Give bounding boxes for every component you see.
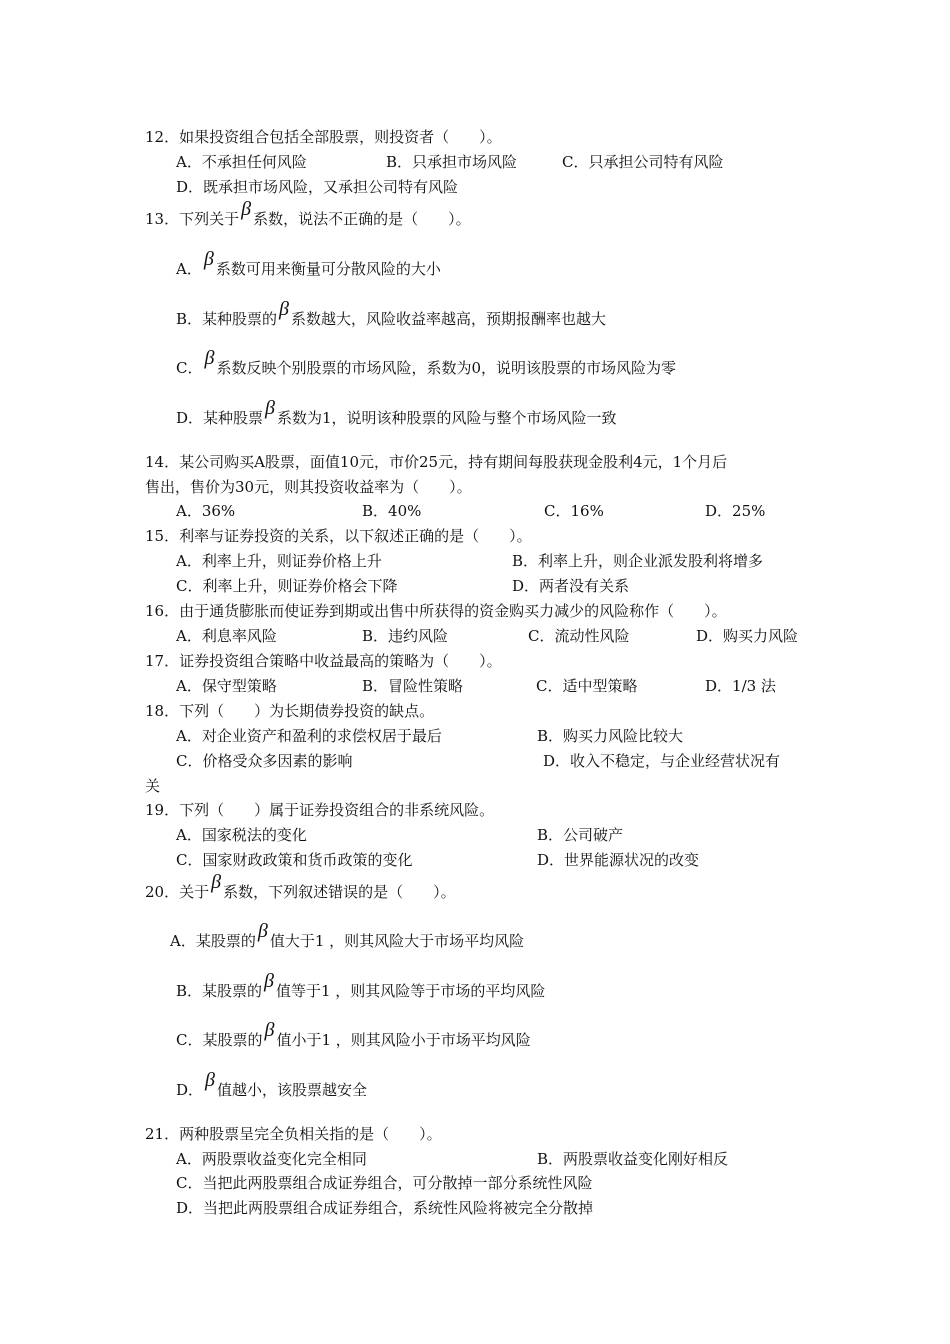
question-17-option-c: C．适中型策略 xyxy=(536,677,638,695)
question-19-option-d: D．世界能源状况的改变 xyxy=(537,851,700,869)
question-17-stem: 17．证券投资组合策略中收益最高的策略为（ ）。 xyxy=(145,652,502,670)
question-13-option-d: D．某种股票 β 系数为1，说明该种股票的风险与整个市场风险一致 xyxy=(176,397,617,427)
question-14-option-d: D．25% xyxy=(705,502,766,520)
question-16-stem: 16．由于通货膨胀而使证券到期或出售中所获得的资金购买力减少的风险称作（ ）。 xyxy=(145,602,727,620)
question-20-option-b: B．某股票的 β 值等于1 ，则其风险等于市场的平均风险 xyxy=(176,970,546,1000)
question-20-stem: 20．关于 β 系数，下列叙述错误的是（ ）。 xyxy=(145,871,456,901)
question-18-option-d: D．收入不稳定，与企业经营状况有 xyxy=(543,752,781,770)
question-13-stem: 13．下列关于 β 系数，说法不正确的是（ ）。 xyxy=(145,198,471,228)
question-16-option-d: D．购买力风险 xyxy=(696,627,799,645)
question-19-option-c: C．国家财政政策和货币政策的变化 xyxy=(176,851,413,869)
question-13-option-b: B．某种股票的 β 系数越大，风险收益率越高，预期报酬率也越大 xyxy=(176,298,607,328)
beta-symbol: β xyxy=(279,298,289,320)
beta-symbol: β xyxy=(204,347,215,369)
question-15-stem: 15．利率与证券投资的关系，以下叙述正确的是（ ）。 xyxy=(145,527,532,545)
question-17-option-a: A．保守型策略 xyxy=(176,677,277,695)
question-19-option-a: A．国家税法的变化 xyxy=(176,826,307,844)
beta-symbol: β xyxy=(264,1019,275,1041)
question-21-stem: 21．两种股票呈完全负相关指的是（ ）。 xyxy=(145,1125,442,1143)
question-15-option-a: A．利率上升，则证券价格上升 xyxy=(176,552,382,570)
question-14-stem-line-1: 14．某公司购买A股票，面值10元，市价25元，持有期间每股获现金股利4元，1个月后 xyxy=(145,453,728,471)
question-13-option-a: A． β 系数可用来衡量可分散风险的大小 xyxy=(176,248,441,278)
question-21-option-a: A．两股票收益变化完全相同 xyxy=(176,1150,367,1168)
question-14-option-c: C．16% xyxy=(544,502,604,520)
question-21-option-c: C．当把此两股票组合成证券组合，可分散掉一部分系统性风险 xyxy=(176,1174,593,1192)
question-15-option-c: C．利率上升，则证券价格会下降 xyxy=(176,577,398,595)
question-13-option-c: C． β 系数反映个别股票的市场风险，系数为0，说明该股票的市场风险为零 xyxy=(176,347,676,377)
question-18-option-a: A．对企业资产和盈利的求偿权居于最后 xyxy=(176,727,442,745)
question-12-option-a: A．不承担任何风险 xyxy=(176,153,307,171)
question-18-option-c: C．价格受众多因素的影响 xyxy=(176,752,353,770)
question-14-stem-line-2: 售出，售价为30元，则其投资收益率为（ ）。 xyxy=(145,478,472,496)
beta-symbol: β xyxy=(265,397,275,419)
question-18-option-b: B．购买力风险比较大 xyxy=(537,727,684,745)
question-21-option-b: B．两股票收益变化刚好相反 xyxy=(537,1150,729,1168)
question-12-option-b: B．只承担市场风险 xyxy=(386,153,518,171)
question-20-option-a: A．某股票的 β 值大于1 ，则其风险大于市场平均风险 xyxy=(170,920,525,950)
question-16-option-a: A．利息率风险 xyxy=(176,627,277,645)
beta-symbol: β xyxy=(211,871,222,893)
beta-symbol: β xyxy=(257,920,268,942)
question-12-option-d: D．既承担市场风险，又承担公司特有风险 xyxy=(176,178,459,196)
question-20-option-c: C．某股票的 β 值小于1 ，则其风险小于市场平均风险 xyxy=(176,1019,531,1049)
question-19-stem: 19．下列（ ）属于证券投资组合的非系统风险。 xyxy=(145,801,495,819)
question-16-option-b: B．违约风险 xyxy=(362,627,449,645)
question-12-stem: 12．如果投资组合包括全部股票，则投资者（ ）。 xyxy=(145,128,502,146)
question-20-option-d: D． β 值越小，该股票越安全 xyxy=(176,1069,368,1099)
question-18-option-d-continued: 关 xyxy=(145,777,161,795)
question-17-option-b: B．冒险性策略 xyxy=(362,677,464,695)
beta-symbol: β xyxy=(203,248,214,270)
question-17-option-d: D．1/3 法 xyxy=(705,677,776,695)
beta-symbol: β xyxy=(205,1069,215,1091)
question-12-option-c: C．只承担公司特有风险 xyxy=(562,153,724,171)
question-15-option-d: D．两者没有关系 xyxy=(512,577,630,595)
beta-symbol: β xyxy=(264,970,274,992)
question-21-option-d: D．当把此两股票组合成证券组合，系统性风险将被完全分散掉 xyxy=(176,1199,594,1217)
question-15-option-b: B．利率上升，则企业派发股利将增多 xyxy=(512,552,764,570)
question-14-option-a: A．36% xyxy=(176,502,236,520)
question-14-option-b: B．40% xyxy=(362,502,422,520)
question-16-option-c: C．流动性风险 xyxy=(528,627,630,645)
question-18-stem: 18．下列（ ）为长期债券投资的缺点。 xyxy=(145,702,435,720)
beta-symbol: β xyxy=(241,198,252,220)
question-19-option-b: B．公司破产 xyxy=(537,826,624,844)
